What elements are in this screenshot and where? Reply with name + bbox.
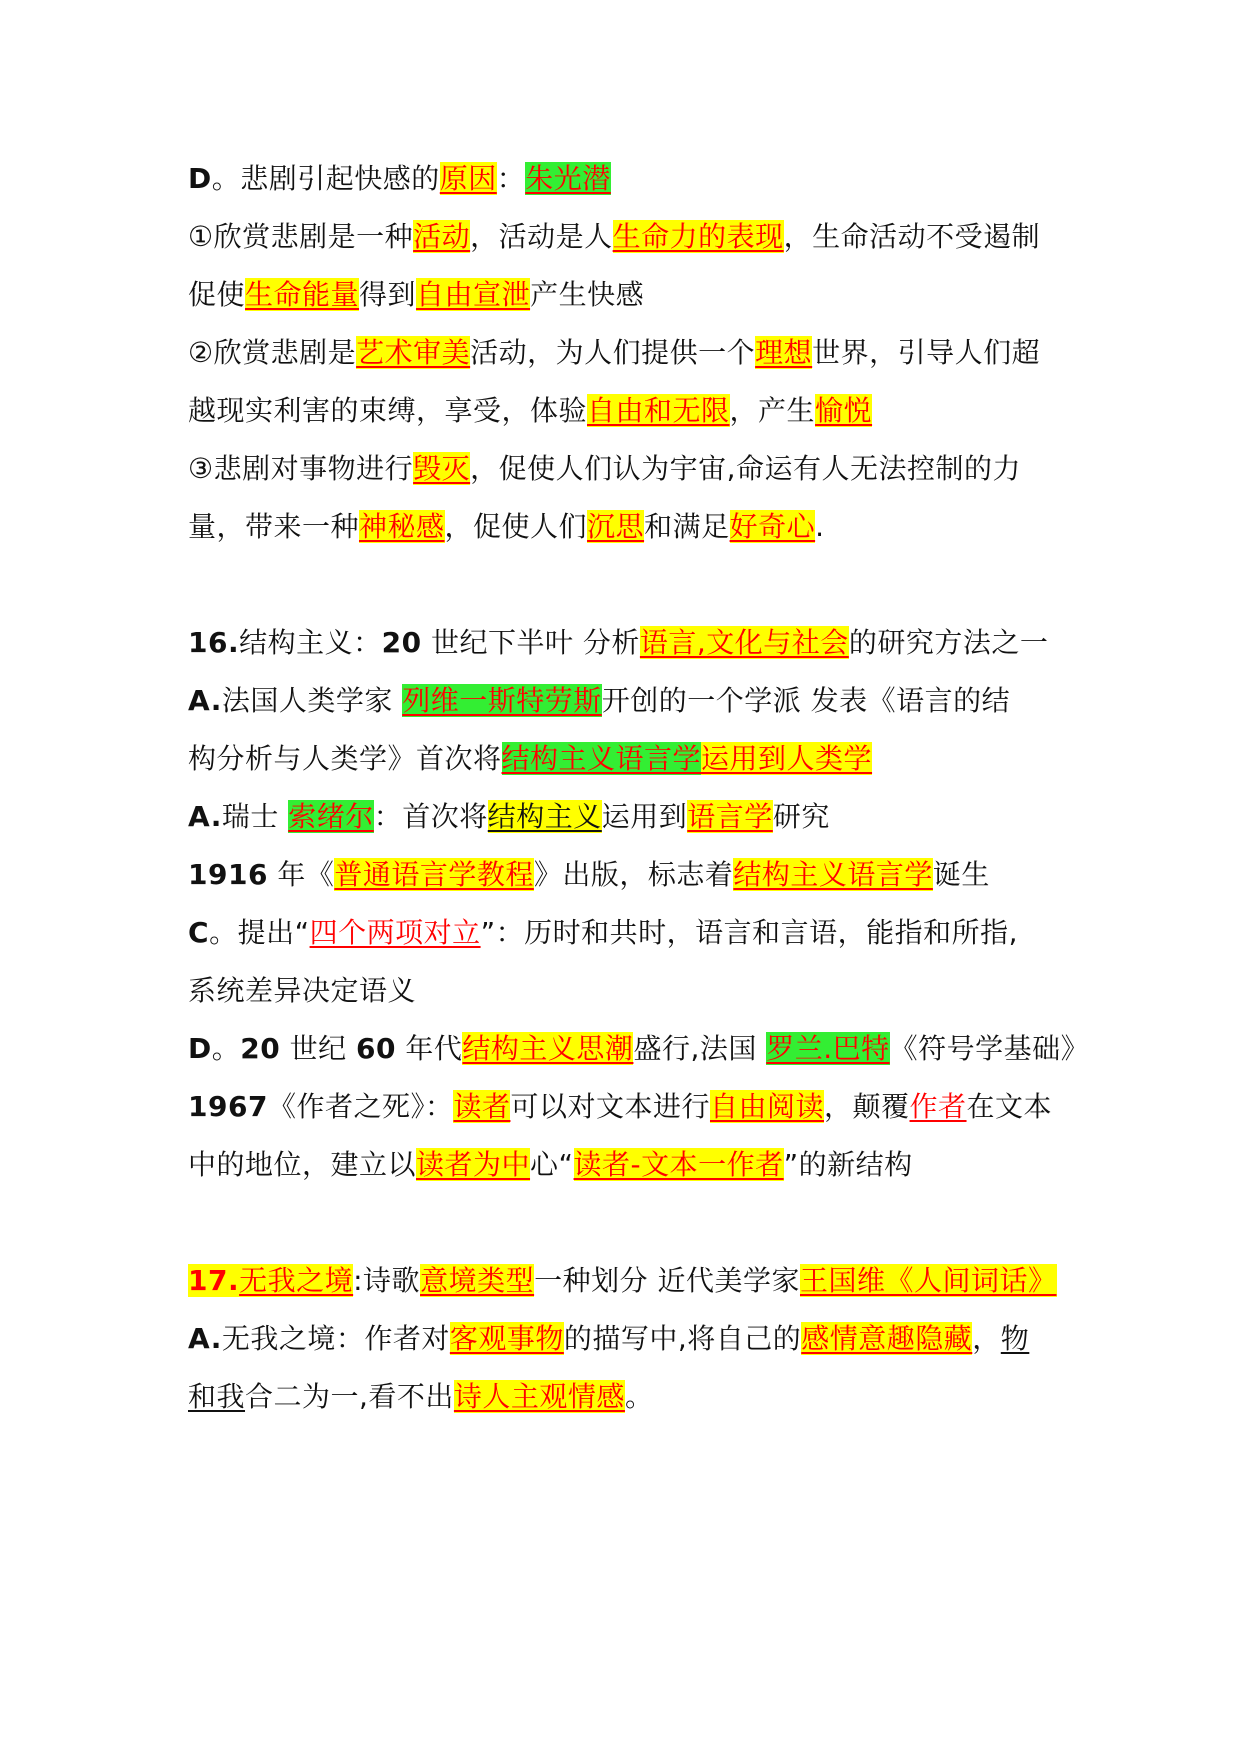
text-segment: D: [188, 162, 212, 195]
highlighted-term: 结构主义语言学: [733, 858, 933, 891]
text-segment: 20: [381, 626, 422, 659]
highlighted-term: 生命能量: [245, 278, 360, 311]
text-segment: 构分析与人类学》首次将: [188, 742, 502, 775]
text-segment: 在文本: [966, 1090, 1053, 1123]
text-segment: ③悲剧对事物进行: [188, 452, 414, 485]
highlighted-term: 感情意趣隐藏: [801, 1322, 973, 1355]
text-segment: 得到: [359, 278, 417, 311]
text-segment: 无我之境：作者对: [221, 1322, 450, 1355]
text-segment: 1916: [188, 858, 268, 891]
highlighted-term: 客观事物: [449, 1322, 564, 1355]
text-segment: ：: [496, 162, 526, 195]
text-segment: ，产生: [729, 394, 816, 427]
text-segment: 世纪下半叶 分析: [421, 626, 640, 659]
text-segment: A.: [188, 684, 222, 717]
text-segment: 开创的一个学派 发表《语言的结: [601, 684, 1011, 717]
text-segment: 产生快感: [530, 278, 645, 311]
highlighted-term: 意境类型: [420, 1264, 535, 1297]
text-segment: 法国人类学家: [221, 684, 403, 717]
highlighted-term: 沉思: [587, 510, 645, 543]
text-segment: 研究: [772, 800, 830, 833]
text-segment: A.: [188, 800, 222, 833]
text-segment: 一种划分 近代美学家: [534, 1264, 800, 1297]
highlighted-term: 自由和无限: [587, 394, 730, 427]
text-segment: 的研究方法之一: [848, 626, 1049, 659]
text-segment: 作者: [909, 1090, 967, 1123]
text-segment: 1967: [188, 1090, 268, 1123]
text-line: [188, 1257, 1057, 1305]
highlighted-term: 列维一斯特劳斯: [402, 684, 602, 717]
text-line: [188, 329, 1040, 377]
highlighted-term: 读者: [453, 1090, 511, 1123]
highlighted-term: 理想: [755, 336, 813, 369]
text-segment: 量，带来一种: [188, 510, 360, 543]
text-line: [188, 1315, 1029, 1363]
text-line: [188, 503, 825, 551]
text-line: [188, 735, 872, 783]
highlighted-term: 语言,文化与社会: [639, 626, 849, 659]
text-segment: .: [815, 510, 825, 543]
text-segment: ，: [972, 1322, 1001, 1355]
text-segment: 中的地位，建立以: [188, 1148, 417, 1181]
highlighted-term: 王国维《人间词话》: [799, 1264, 1057, 1297]
text-line: [188, 793, 830, 841]
highlighted-term: 活动: [413, 220, 471, 253]
text-segment: C: [188, 916, 210, 949]
highlighted-term: 索绪尔: [288, 800, 374, 833]
text-line: [188, 1373, 653, 1421]
text-segment: 物: [1000, 1322, 1030, 1355]
text-segment: ：首次将: [373, 800, 488, 833]
text-segment: A.: [188, 1322, 222, 1355]
text-line: [188, 1025, 1089, 1073]
text-segment: 《作者之死》：: [267, 1090, 454, 1123]
text-line: [188, 213, 1040, 261]
text-segment: 运用到: [601, 800, 688, 833]
text-segment: 年《: [267, 858, 335, 891]
highlighted-term: 结构主义思潮: [462, 1032, 634, 1065]
text-segment: 》出版，标志着: [533, 858, 734, 891]
text-line: [188, 851, 990, 899]
highlighted-term: 朱光潜: [525, 162, 611, 195]
highlighted-term: 17.: [188, 1264, 240, 1297]
highlighted-term: 语言学: [687, 800, 773, 833]
text-segment: ，促使人们认为宇宙,命运有人无法控制的力: [470, 452, 1022, 485]
text-segment: 四个两项对立: [309, 916, 481, 949]
highlighted-term: 自由宣泄: [416, 278, 531, 311]
highlighted-term: 原因: [439, 162, 497, 195]
text-segment: 系统差异决定语义: [188, 974, 417, 1007]
highlighted-term: 神秘感: [359, 510, 445, 543]
text-segment: ②欣赏悲剧是: [188, 336, 357, 369]
text-segment: 。: [624, 1380, 654, 1413]
text-segment: 盛行,法国: [633, 1032, 767, 1065]
highlighted-term: 无我之境: [239, 1264, 354, 1297]
text-segment: 促使: [188, 278, 246, 311]
text-segment: 16.: [188, 626, 240, 659]
highlighted-term: 自由阅读: [709, 1090, 824, 1123]
highlighted-term: 生命力的表现: [612, 220, 784, 253]
text-segment: 年代: [396, 1032, 463, 1065]
text-segment: 瑞士: [221, 800, 289, 833]
text-segment: 20: [240, 1032, 281, 1065]
text-segment: ①欣赏悲剧是一种: [188, 220, 414, 253]
text-segment: 合二为一,看不出: [245, 1380, 454, 1413]
text-segment: ”的新结构: [783, 1148, 913, 1181]
text-line: [188, 677, 1010, 725]
text-segment: ，颠覆: [824, 1090, 910, 1123]
text-line: [188, 155, 611, 203]
highlighted-term: 普通语言学教程: [334, 858, 534, 891]
text-segment: ，生命活动不受遏制: [783, 220, 1041, 253]
text-segment: 《符号学基础》: [889, 1032, 1090, 1065]
text-segment: 和我: [188, 1380, 246, 1413]
highlighted-term: 结构主义: [487, 800, 602, 833]
highlighted-term: 诗人主观情感: [453, 1380, 625, 1413]
text-segment: ，促使人们: [444, 510, 588, 543]
text-segment: 和满足: [644, 510, 730, 543]
text-segment: ”：历时和共时，语言和言语，能指和所指,: [480, 916, 1019, 949]
text-segment: 活动，为人们提供一个: [470, 336, 756, 369]
highlighted-term: 愉悦: [815, 394, 873, 427]
text-segment: :诗歌: [353, 1264, 421, 1297]
highlighted-term: 艺术审美: [356, 336, 471, 369]
highlighted-term: 罗兰.巴特: [766, 1032, 890, 1065]
text-segment: 越现实利害的束缚，享受，体验: [188, 394, 588, 427]
text-segment: 心“: [530, 1148, 574, 1181]
text-segment: 的描写中,将自己的: [563, 1322, 802, 1355]
text-segment: 世界，引导人们超: [812, 336, 1041, 369]
text-segment: 60: [356, 1032, 397, 1065]
text-line: [188, 1141, 913, 1189]
text-segment: ，活动是人: [470, 220, 613, 253]
text-segment: 。提出“: [209, 916, 310, 949]
text-line: [188, 967, 416, 1015]
highlighted-term: 运用到人类学: [701, 742, 873, 775]
text-line: [188, 619, 1048, 667]
text-line: [188, 909, 1018, 957]
highlighted-term: 好奇心: [729, 510, 816, 543]
text-segment: 诞生: [932, 858, 990, 891]
highlighted-term: 读者为中: [416, 1148, 531, 1181]
highlighted-term: 结构主义语言学: [501, 742, 702, 775]
text-segment: 。悲剧引起快感的: [211, 162, 440, 195]
text-segment: 结构主义：: [239, 626, 382, 659]
highlighted-term: 毁灭: [413, 452, 471, 485]
text-segment: 。: [211, 1032, 241, 1065]
text-segment: D: [188, 1032, 212, 1065]
text-line: [188, 445, 1021, 493]
text-line: [188, 387, 872, 435]
text-segment: 世纪: [280, 1032, 357, 1065]
text-line: [188, 1083, 1052, 1131]
highlighted-term: 读者-文本一作者: [573, 1148, 784, 1181]
text-segment: 可以对文本进行: [510, 1090, 710, 1123]
text-line: [188, 271, 644, 319]
